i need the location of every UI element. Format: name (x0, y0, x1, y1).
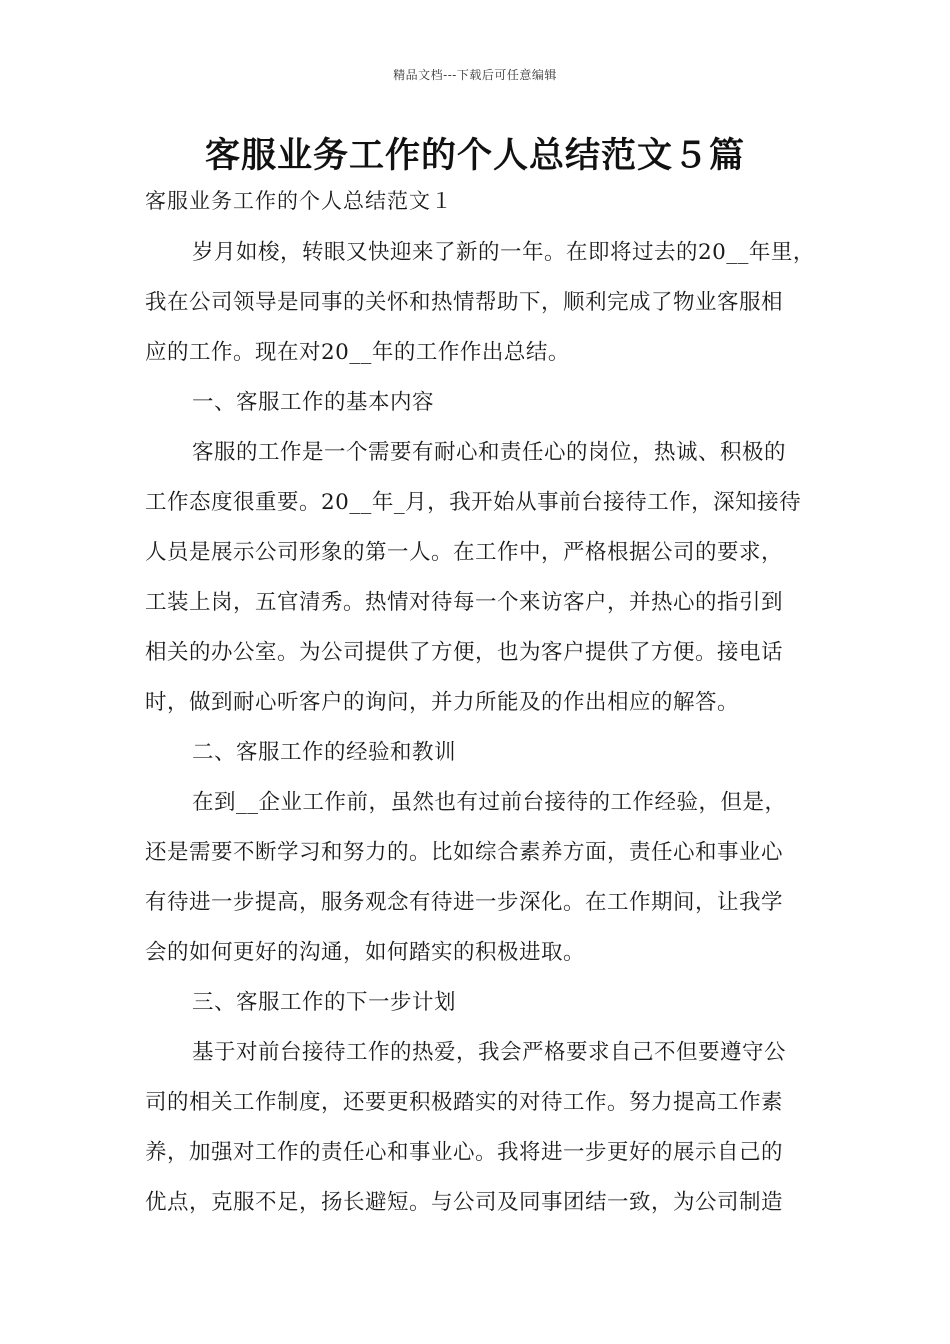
paragraph-line: 基于对前台接待工作的热爱，我会严格要求自己不但要遵守公 (192, 1040, 787, 1065)
page-header: 精品文档---下载后可任意编辑 (393, 68, 557, 82)
paragraph-line: 岁月如梭，转眼又快迎来了新的一年。在即将过去的20__年里， (192, 240, 815, 265)
paragraph-line: 司的相关工作制度，还要更积极踏实的对待工作。努力提高工作素 (145, 1090, 784, 1115)
paragraph-line: 在到__企业工作前，虽然也有过前台接待的工作经验，但是， (192, 790, 787, 815)
paragraph-line: 工装上岗，五官清秀。热情对待每一个来访客户，并热心的指引到 (145, 590, 784, 615)
paragraph-line: 客服的工作是一个需要有耐心和责任心的岗位，热诚、积极的 (192, 440, 787, 465)
paragraph-line: 我在公司领导是同事的关怀和热情帮助下，顺利完成了物业客服相 (145, 290, 784, 315)
paragraph-line: 会的如何更好的沟通，如何踏实的积极进取。 (145, 940, 586, 965)
paragraph-line: 人员是展示公司形象的第一人。在工作中，严格根据公司的要求， (145, 540, 784, 565)
paragraph-line: 应的工作。现在对20__年的工作作出总结。 (145, 340, 570, 365)
section-heading: 二、客服工作的经验和教训 (192, 740, 457, 765)
paragraph-line: 时，做到耐心听客户的询问，并力所能及的作出相应的解答。 (145, 690, 740, 715)
document-title: 客服业务工作的个人总结范文５篇 (204, 136, 745, 176)
paragraph-line: 还是需要不断学习和努力的。比如综合素养方面，责任心和事业心 (145, 840, 784, 865)
paragraph-line: 优点，克服不足，扬长避短。与公司及同事团结一致，为公司制造 (145, 1190, 784, 1215)
paragraph-line: 养，加强对工作的责任心和事业心。我将进一步更好的展示自己的 (145, 1140, 784, 1165)
section-heading: 三、客服工作的下一步计划 (192, 990, 457, 1015)
section-subtitle: 客服业务工作的个人总结范文１ (145, 189, 453, 213)
document-body (145, 228, 815, 1228)
paragraph-line: 工作态度很重要。20__年_月，我开始从事前台接待工作，深知接待 (145, 490, 802, 515)
paragraph-line: 有待进一步提高，服务观念有待进一步深化。在工作期间，让我学 (145, 890, 784, 915)
paragraph-line: 相关的办公室。为公司提供了方便，也为客户提供了方便。接电话 (145, 640, 784, 665)
section-heading: 一、客服工作的基本内容 (192, 390, 435, 415)
